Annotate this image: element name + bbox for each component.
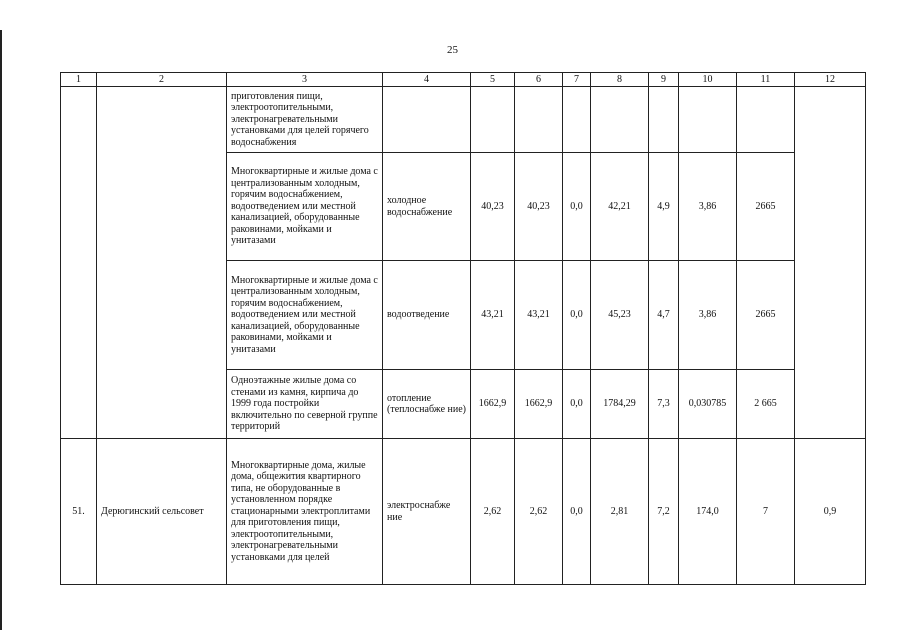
value-cell: 7,2: [649, 439, 679, 585]
row-number-cell: [61, 87, 97, 439]
value-cell: 7,3: [649, 370, 679, 439]
value-cell: 0,0: [563, 153, 591, 261]
service-cell: электроснабже ние: [383, 439, 471, 585]
value-cell: 42,21: [591, 153, 649, 261]
col-header-7: 7: [563, 73, 591, 87]
value-cell: 43,21: [471, 261, 515, 370]
consumer-category-cell: Одноэтажные жилые дома со стенами из камня, кирпича до 1999 года постройки включительно по северной группе территорий: [227, 370, 383, 439]
consumer-category-cell: Многоквартирные и жилые дома с централизованным холодным, горячим водоснабжением, водоотведением или местной канализацией, оборудованные раковинами, мойками и унитазами: [227, 261, 383, 370]
table-row-continued: [61, 87, 866, 153]
coefficient-cell: 0,9: [795, 439, 866, 585]
col-header-9: 9: [649, 73, 679, 87]
value-cell: 1662,9: [515, 370, 563, 439]
value-cell: 2,62: [515, 439, 563, 585]
service-cell: водоотведение: [383, 261, 471, 370]
col-header-11: 11: [737, 73, 795, 87]
value-cell: [563, 87, 591, 153]
value-cell: [679, 87, 737, 153]
row-number-cell: 51.: [61, 439, 97, 585]
value-cell: 2 665: [737, 370, 795, 439]
col-header-8: 8: [591, 73, 649, 87]
value-cell: 2,81: [591, 439, 649, 585]
col-header-12: 12: [795, 73, 866, 87]
value-cell: 1784,29: [591, 370, 649, 439]
value-cell: 7: [737, 439, 795, 585]
col-header-4: 4: [383, 73, 471, 87]
value-cell: 40,23: [471, 153, 515, 261]
value-cell: [649, 87, 679, 153]
municipality-cell: [97, 87, 227, 439]
header-row: [61, 73, 866, 87]
value-cell: 3,86: [679, 261, 737, 370]
col-header-3: 3: [227, 73, 383, 87]
value-cell: 43,21: [515, 261, 563, 370]
service-cell: холодное водоснабжение: [383, 153, 471, 261]
value-cell: 0,0: [563, 439, 591, 585]
page-binding-line: [0, 30, 2, 630]
value-cell: [737, 87, 795, 153]
value-cell: [471, 87, 515, 153]
value-cell: 4,7: [649, 261, 679, 370]
municipality-cell: Дерюгинский сельсовет: [97, 439, 227, 585]
tariff-table: [60, 72, 866, 585]
value-cell: 2665: [737, 153, 795, 261]
coefficient-cell: [795, 87, 866, 439]
value-cell: [515, 87, 563, 153]
value-cell: 45,23: [591, 261, 649, 370]
col-header-1: 1: [61, 73, 97, 87]
value-cell: 0,0: [563, 370, 591, 439]
value-cell: 40,23: [515, 153, 563, 261]
value-cell: 4,9: [649, 153, 679, 261]
value-cell: 1662,9: [471, 370, 515, 439]
consumer-category-cell: Многоквартирные дома, жилые дома, общежития квартирного типа, не оборудованные в установленном порядке стационарными электроплитами для приготовления пищи, электроотопительными, электронагревательными установками для целей: [227, 439, 383, 585]
value-cell: 0,030785: [679, 370, 737, 439]
value-cell: 2665: [737, 261, 795, 370]
consumer-category-cell: приготовления пищи, электроотопительными, электронагревательными установками для целей горячего водоснабжения: [227, 87, 383, 153]
col-header-6: 6: [515, 73, 563, 87]
value-cell: 174,0: [679, 439, 737, 585]
page-number: 25: [447, 44, 458, 56]
value-cell: 2,62: [471, 439, 515, 585]
service-cell: [383, 87, 471, 153]
value-cell: [591, 87, 649, 153]
value-cell: 0,0: [563, 261, 591, 370]
col-header-10: 10: [679, 73, 737, 87]
col-header-2: 2: [97, 73, 227, 87]
col-header-5: 5: [471, 73, 515, 87]
consumer-category-cell: Многоквартирные и жилые дома с централизованным холодным, горячим водоснабжением, водоотведением или местной канализацией, оборудованные раковинами, мойками и унитазами: [227, 153, 383, 261]
service-cell: отопление (теплоснабже ние): [383, 370, 471, 439]
table-row-51: [61, 439, 866, 585]
value-cell: 3,86: [679, 153, 737, 261]
